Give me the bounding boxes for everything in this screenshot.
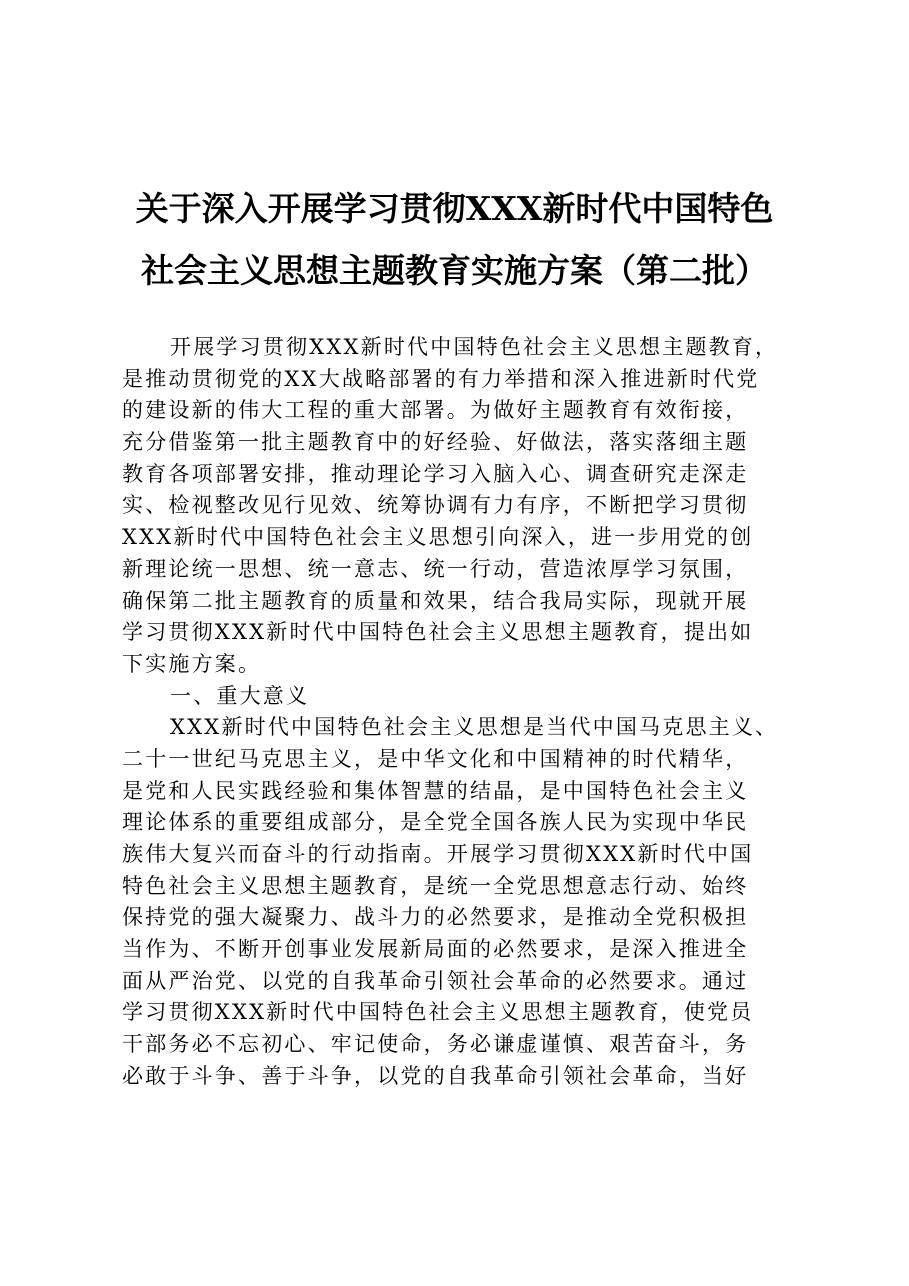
body-line: 教育各项部署安排，推动理论学习入脑入心、调查研究走深走 [122, 461, 749, 486]
body-line: 当作为、不断开创事业发展新局面的必然要求，是深入推进全 [122, 937, 749, 962]
body-line: 是党和人民实践经验和集体智慧的结晶，是中国特色社会主义 [122, 778, 749, 803]
document-body [122, 332, 798, 1093]
title-line-2: 社会主义思想主题教育实施方案（第二批） [141, 251, 768, 290]
body-line: 充分借鉴第一批主题教育中的好经验、好做法，落实落细主题 [122, 430, 749, 455]
body-line: 特色社会主义思想主题教育，是统一全党思想意志行动、始终 [122, 873, 749, 898]
body-line: 一、重大意义 [170, 683, 310, 708]
body-line: 学习贯彻XXX新时代中国特色社会主义思想主题教育，使党员 [122, 1000, 754, 1025]
body-line: 族伟大复兴而奋斗的行动指南。开展学习贯彻XXX新时代中国 [122, 842, 754, 866]
body-line: 下实施方案。 [122, 651, 262, 676]
body-line: 开展学习贯彻XXX新时代中国特色社会主义思想主题教育， [170, 335, 779, 359]
body-line: 面从严治党、以党的自我革命引领社会革命的必然要求。通过 [122, 968, 749, 993]
body-line: 保持党的强大凝聚力、战斗力的必然要求，是推动全党积极担 [122, 905, 749, 930]
body-line: XXX新时代中国特色社会主义思想引向深入，进一步用党的创 [122, 525, 754, 550]
body-line: 是推动贯彻党的XX大战略部署的有力举措和深入推进新时代党 [122, 366, 760, 391]
body-line: 理论体系的重要组成部分，是全党全国各族人民为实现中华民 [122, 810, 749, 835]
body-line: 干部务必不忘初心、牢记使命，务必谦虚谨慎、艰苦奋斗，务 [122, 1032, 749, 1057]
body-line: 二十一世纪马克思主义，是中华文化和中国精神的时代精华， [122, 746, 749, 771]
body-line: 实、检视整改见行见效、统筹协调有力有序，不断把学习贯彻 [122, 493, 749, 518]
body-line: 学习贯彻XXX新时代中国特色社会主义思想主题教育，提出如 [122, 620, 754, 645]
body-line: XXX新时代中国特色社会主义思想是当代中国马克思主义、 [170, 715, 779, 740]
body-line: 确保第二批主题教育的质量和效果，结合我局实际，现就开展 [122, 588, 749, 613]
body-line: 必敢于斗争、善于斗争，以党的自我革命引领社会革命，当好 [122, 1063, 749, 1088]
document-title [100, 178, 809, 302]
title-line-1: 关于深入开展学习贯彻XXX新时代中国特色 [135, 189, 774, 228]
body-line: 新理论统一思想、统一意志、统一行动，营造浓厚学习氛围， [122, 556, 749, 581]
body-line: 的建设新的伟大工程的重大部署。为做好主题教育有效衔接， [122, 398, 749, 423]
